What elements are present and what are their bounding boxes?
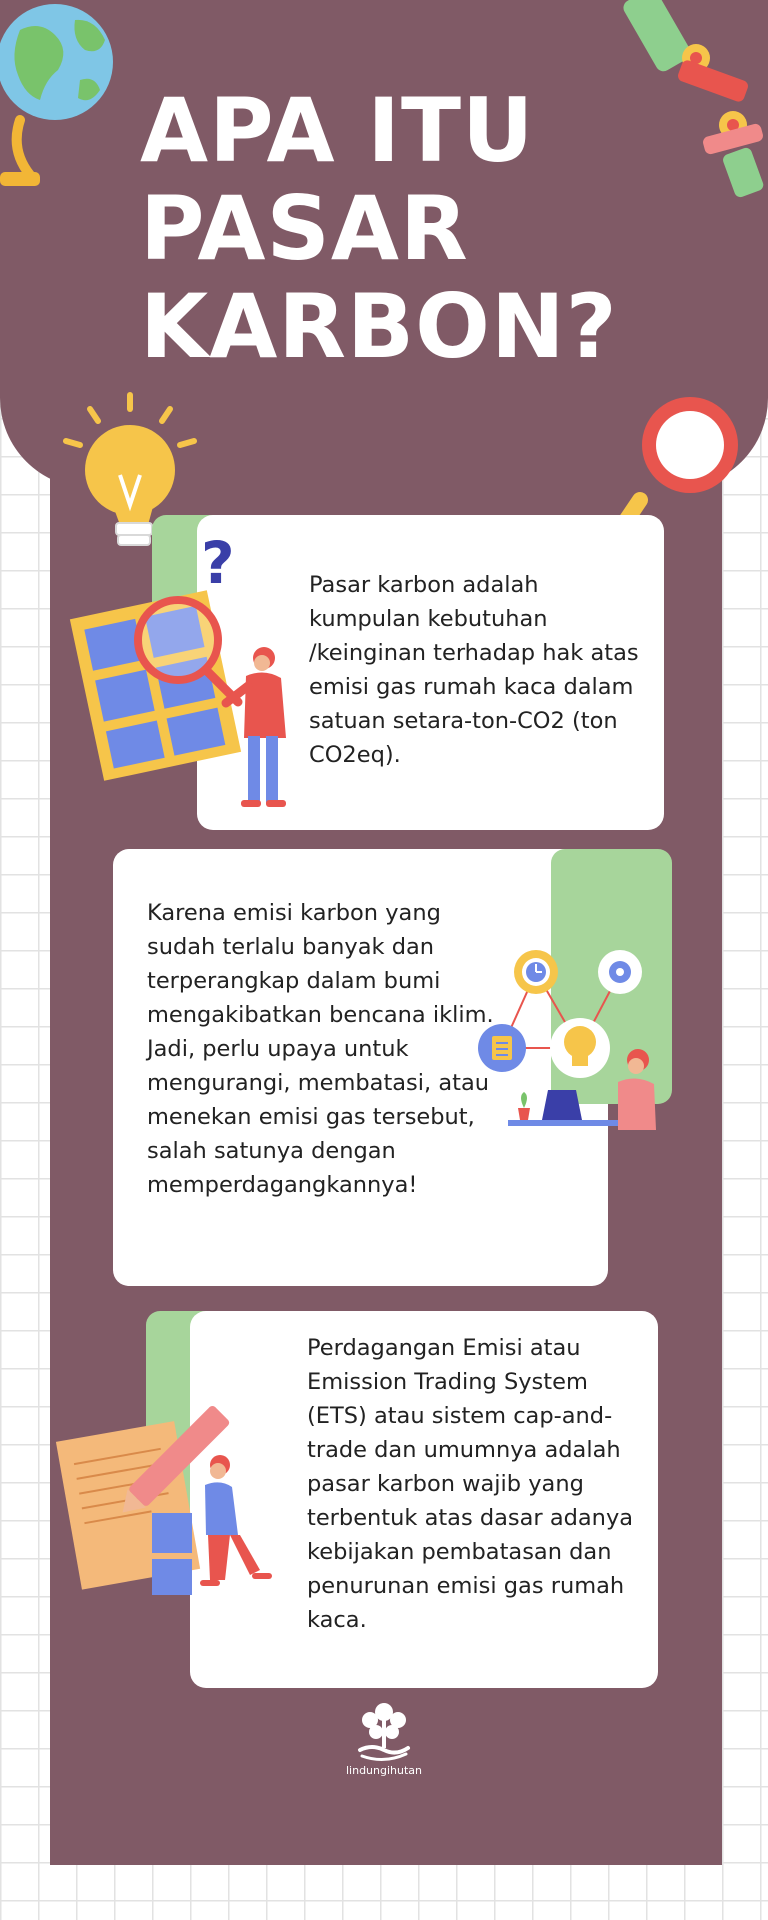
svg-text:?: ? (201, 529, 235, 597)
page-title: APA ITU PASAR KARBON? (140, 79, 618, 378)
person-with-idea-network-illustration (468, 940, 668, 1140)
globe-icon (0, 0, 130, 200)
lindungihutan-logo-icon (352, 1700, 416, 1764)
brand-name: lindungihutan (345, 1764, 423, 1777)
person-with-magnifier-illustration (76, 529, 306, 818)
card-1-text: Pasar karbon adalah kumpulan kebutuhan /keinginan terhadap hak atas emisi gas rumah kaca dalam satuan setara-ton-CO2 (ton CO2eq). (309, 572, 639, 768)
card-2-text: Karena emisi karbon yang sudah terlalu banyak dan terperangkap dalam bumi mengakibatkan bencana iklim. Jadi, perlu upaya untuk mengurangi, membatasi, atau menekan emisi gas tersebut, salah satunya dengan memperdagangkannya! (147, 900, 494, 1198)
card-3-text: Perdagangan Emisi atau Emission Trading System (ETS) atau sistem cap-and-trade dan umumnya adalah pasar karbon wajib yang terbentuk atas dasar adanya kebijakan pembatasan dan penurunan emisi gas rumah kaca. (307, 1335, 634, 1633)
person-with-pencil-illustration (60, 1395, 280, 1605)
